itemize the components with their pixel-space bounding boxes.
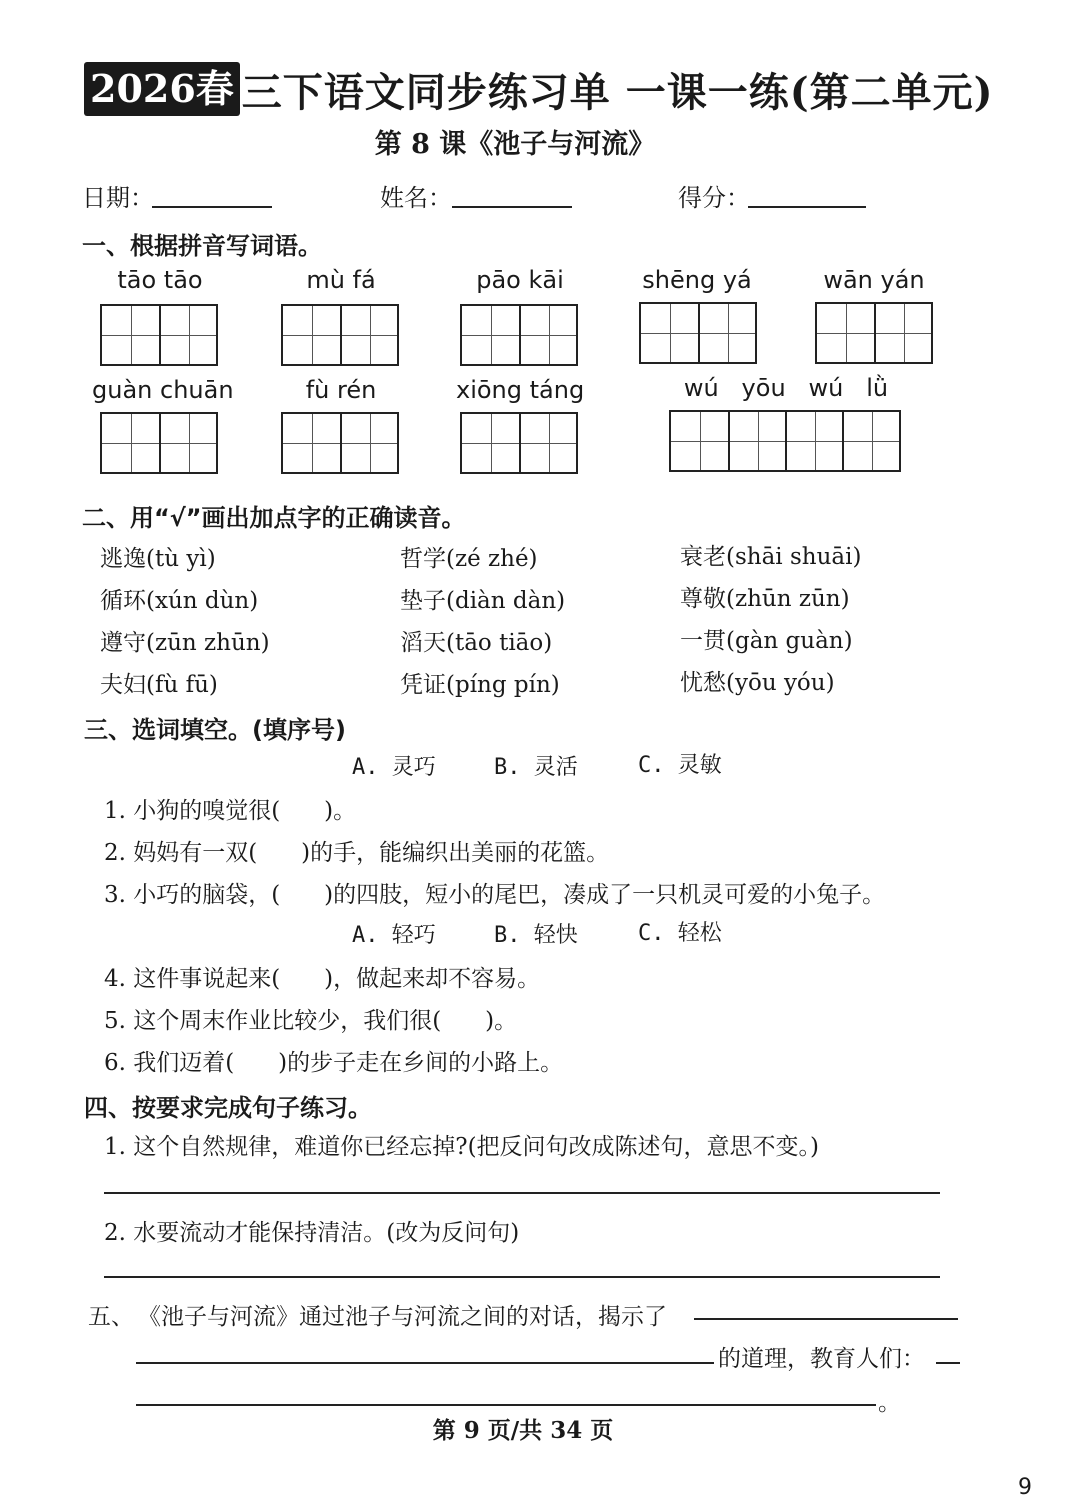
answer-line[interactable] bbox=[104, 1192, 940, 1194]
page-number: 9 bbox=[1018, 1475, 1032, 1500]
section1-title: 一、根据拼音写词语。 bbox=[82, 232, 322, 260]
name-field[interactable] bbox=[452, 178, 572, 208]
answer-line[interactable] bbox=[136, 1362, 714, 1364]
pinyin-label: fù rén bbox=[305, 376, 377, 404]
reading-item[interactable]: 逃逸(tù yì) bbox=[100, 546, 216, 572]
tian-grid[interactable] bbox=[460, 412, 578, 474]
score-field[interactable] bbox=[748, 178, 866, 208]
fill-question[interactable]: 3. 小巧的脑袋，( )的四肢，短小的尾巴，凑成了一只机灵可爱的小兔子。 bbox=[104, 882, 886, 908]
reading-item[interactable]: 滔天(tāo tiāo) bbox=[400, 630, 553, 656]
score-label: 得分： bbox=[678, 184, 750, 212]
section5-text: 的道理，教育人们： bbox=[718, 1346, 925, 1372]
fill-question[interactable]: 1. 小狗的嗅觉很( )。 bbox=[104, 798, 357, 824]
tian-grid[interactable] bbox=[100, 412, 218, 474]
word-option: C. 灵敏 bbox=[638, 753, 722, 778]
reading-item[interactable]: 一贯(gàn guàn) bbox=[680, 628, 853, 654]
tian-grid-four[interactable] bbox=[669, 410, 901, 472]
word-option: A. 轻巧 bbox=[352, 923, 436, 948]
pinyin-label: tāo tāo bbox=[117, 266, 203, 294]
tian-grid[interactable] bbox=[639, 302, 757, 364]
date-label: 日期： bbox=[82, 184, 154, 212]
pinyin-label: mù fá bbox=[306, 266, 376, 294]
sentence-question: 2. 水要流动才能保持清洁。(改为反问句) bbox=[104, 1220, 520, 1246]
section2-title: 二、用“√”画出加点字的正确读音。 bbox=[82, 504, 466, 532]
answer-line[interactable] bbox=[936, 1362, 960, 1364]
reading-item[interactable]: 忧愁(yōu yóu) bbox=[680, 670, 835, 696]
section5-number: 五、 bbox=[88, 1304, 134, 1330]
pinyin-label: wú yōu wú lǜ bbox=[683, 374, 889, 402]
fill-question[interactable]: 5. 这个周末作业比较少，我们很( )。 bbox=[104, 1008, 518, 1034]
fill-question[interactable]: 2. 妈妈有一双( )的手，能编织出美丽的花篮。 bbox=[104, 840, 610, 866]
pinyin-label: shēng yá bbox=[642, 266, 752, 294]
worksheet-title bbox=[84, 62, 994, 116]
year-badge: 2026春 bbox=[84, 62, 240, 116]
tian-grid[interactable] bbox=[281, 412, 399, 474]
date-field[interactable] bbox=[152, 178, 272, 208]
tian-grid[interactable] bbox=[100, 304, 218, 366]
answer-line[interactable] bbox=[136, 1404, 876, 1406]
page-footer: 第 9 页/共 34 页 bbox=[432, 1417, 614, 1444]
reading-item[interactable]: 夫妇(fù fū) bbox=[100, 672, 218, 698]
name-label: 姓名： bbox=[380, 184, 452, 212]
tian-grid[interactable] bbox=[460, 304, 578, 366]
pinyin-label: xiōng táng bbox=[456, 376, 585, 404]
word-option: B. 灵活 bbox=[494, 755, 578, 780]
section5-text: 《池子与河流》通过池子与河流之间的对话，揭示了 bbox=[138, 1304, 667, 1330]
pinyin-label: pāo kāi bbox=[476, 266, 564, 294]
fill-question[interactable]: 6. 我们迈着( )的步子走在乡间的小路上。 bbox=[104, 1050, 564, 1076]
section5-end: 。 bbox=[878, 1390, 901, 1416]
reading-item[interactable]: 尊敬(zhūn zūn) bbox=[680, 586, 850, 612]
answer-line[interactable] bbox=[104, 1276, 940, 1278]
reading-item[interactable]: 垫子(diàn dàn) bbox=[400, 588, 566, 614]
reading-item[interactable]: 凭证(píng pín) bbox=[400, 672, 560, 698]
reading-item[interactable]: 循环(xún dùn) bbox=[100, 588, 259, 614]
reading-item[interactable]: 遵守(zūn zhūn) bbox=[100, 630, 270, 656]
reading-item[interactable]: 衰老(shāi shuāi) bbox=[680, 544, 862, 570]
pinyin-label: guàn chuān bbox=[92, 376, 234, 404]
answer-line[interactable] bbox=[694, 1318, 958, 1320]
lesson-title: 第 8 课《池子与河流》 bbox=[374, 129, 656, 160]
word-option: B. 轻快 bbox=[494, 923, 578, 948]
pinyin-label: wān yán bbox=[823, 266, 925, 294]
section3-title: 三、选词填空。(填序号) bbox=[84, 716, 346, 744]
sentence-question: 1. 这个自然规律，难道你已经忘掉?(把反问句改成陈述句，意思不变。) bbox=[104, 1134, 820, 1160]
title-text: 三下语文同步练习单 一课一练(第二单元) bbox=[241, 68, 994, 116]
word-option: C. 轻松 bbox=[638, 921, 722, 946]
reading-item[interactable]: 哲学(zé zhé) bbox=[400, 546, 538, 572]
tian-grid[interactable] bbox=[815, 302, 933, 364]
section4-title: 四、按要求完成句子练习。 bbox=[84, 1094, 372, 1122]
word-option: A. 灵巧 bbox=[352, 755, 436, 780]
fill-question[interactable]: 4. 这件事说起来( )，做起来却不容易。 bbox=[104, 966, 541, 992]
tian-grid[interactable] bbox=[281, 304, 399, 366]
